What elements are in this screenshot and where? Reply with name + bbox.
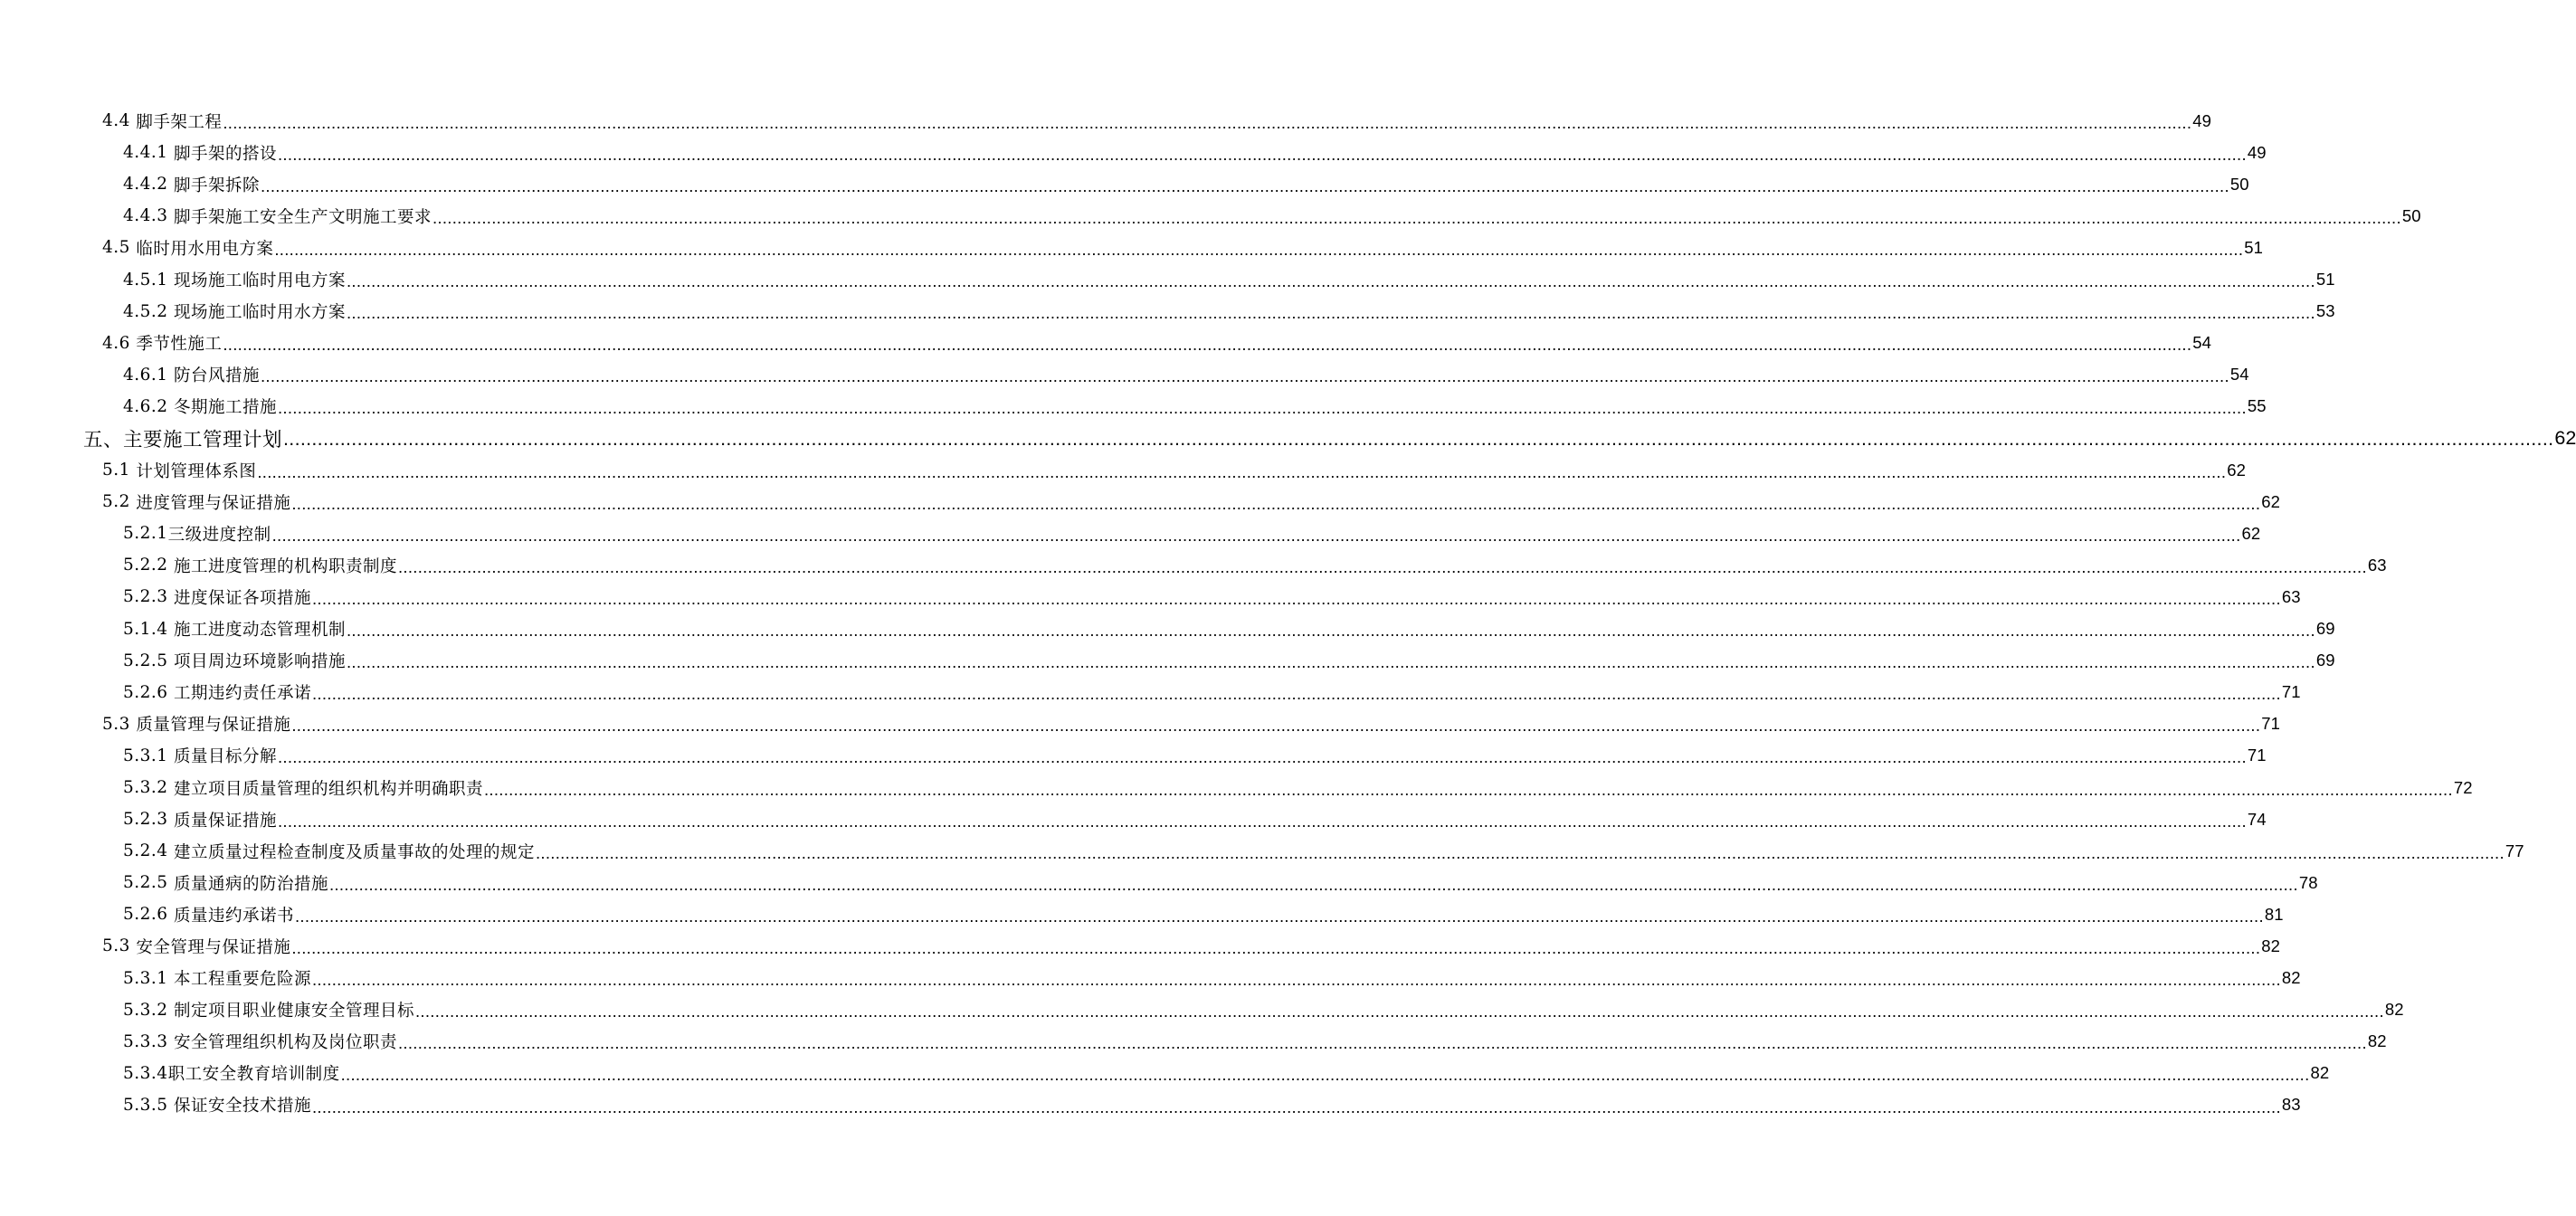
- toc-entry-number: 4.4: [102, 111, 137, 131]
- toc-entry-page-number: 51: [2315, 270, 2335, 290]
- toc-entry-page-number: 50: [2401, 205, 2421, 225]
- toc-entry-title: 建立质量过程检查制度及质量事故的处理的规定: [173, 842, 535, 862]
- toc-entry-title: 建立项目质量管理的组织机构并明确职责: [173, 779, 483, 799]
- toc-entry-page-number: 82: [2281, 968, 2301, 988]
- toc-entry[interactable]: [0, 359, 2249, 391]
- toc-entry-page-number: 54: [2192, 333, 2211, 353]
- toc-entry[interactable]: [0, 898, 2284, 930]
- toc-entry-title: 临时用水用电方案: [136, 239, 274, 259]
- toc-entry[interactable]: [0, 708, 2280, 740]
- toc-entry-page-number: 82: [2367, 1031, 2387, 1051]
- toc-entry-page-number: 54: [2229, 365, 2249, 385]
- toc-entry[interactable]: [0, 867, 2318, 898]
- toc-entry-page-number: 53: [2315, 301, 2335, 321]
- toc-entry-page-number: 62: [2241, 523, 2261, 543]
- toc-entry-number: 5.2.6: [123, 682, 174, 702]
- toc-dot-leader: ................................................................................................................................................................................................................................................................................................................................................................................................................: [291, 493, 2261, 513]
- toc-entry-number: 5.3.4: [123, 1063, 168, 1083]
- toc-dot-leader: ................................................................................................................................................................................................................................................................................................................................................................................................................: [311, 1097, 2281, 1116]
- toc-entry-number: 4.6.1: [123, 365, 174, 385]
- toc-dot-leader: ................................................................................................................................................................................................................................................................................................................................................................................................................: [535, 842, 2505, 862]
- toc-dot-leader: ................................................................................................................................................................................................................................................................................................................................................................................................................: [291, 938, 2261, 958]
- toc-entry-number: 4.6: [102, 333, 137, 353]
- toc-entry-page-number: 82: [2384, 1000, 2404, 1020]
- toc-entry[interactable]: [0, 105, 2211, 137]
- toc-entry-title: 脚手架拆除: [173, 176, 260, 195]
- toc-dot-leader: ................................................................................................................................................................................................................................................................................................................................................................................................................: [346, 303, 2315, 323]
- toc-entry-number: 4.4.1: [123, 143, 174, 163]
- toc-entry-number: 5.2.5: [123, 651, 174, 670]
- toc-entry-title: 主要施工管理计划: [123, 428, 283, 451]
- toc-entry[interactable]: [0, 772, 2473, 803]
- toc-entry-title: 质量保证措施: [173, 811, 277, 831]
- toc-entry-page-number: 69: [2315, 619, 2335, 639]
- toc-dot-leader: ................................................................................................................................................................................................................................................................................................................................................................................................................: [223, 335, 2192, 355]
- toc-entry-page-number: 62: [2554, 426, 2576, 449]
- toc-entry-number: 5.3: [102, 936, 137, 956]
- toc-entry-title: 施工进度管理的机构职责制度: [173, 556, 397, 576]
- toc-entry[interactable]: [0, 613, 2335, 645]
- toc-entry-page-number: 77: [2505, 841, 2524, 860]
- toc-entry-page-number: 55: [2247, 396, 2267, 416]
- toc-dot-leader: ................................................................................................................................................................................................................................................................................................................................................................................................................: [260, 176, 2229, 195]
- toc-entry-number: 5.2.5: [123, 873, 174, 893]
- toc-entry[interactable]: [0, 423, 2576, 454]
- toc-entry-page-number: 71: [2261, 714, 2280, 734]
- toc-entry-title: 进度保证各项措施: [173, 588, 311, 608]
- toc-dot-leader: ................................................................................................................................................................................................................................................................................................................................................................................................................: [414, 1002, 2384, 1021]
- toc-entry-page-number: 49: [2192, 110, 2211, 130]
- toc-dot-leader: ................................................................................................................................................................................................................................................................................................................................................................................................................: [294, 906, 2264, 926]
- toc-dot-leader: ................................................................................................................................................................................................................................................................................................................................................................................................................: [346, 621, 2315, 641]
- toc-entry-title: 冬期施工措施: [173, 398, 277, 418]
- table-of-contents: [0, 105, 2576, 1121]
- toc-dot-leader: ................................................................................................................................................................................................................................................................................................................................................................................................................: [260, 366, 2229, 386]
- toc-entry-number: 4.5.1: [123, 270, 174, 290]
- toc-entry-number: 5.3.3: [123, 1031, 174, 1051]
- toc-entry-title: 现场施工临时用电方案: [173, 271, 346, 291]
- toc-entry-title: 保证安全技术措施: [173, 1097, 311, 1116]
- toc-entry[interactable]: [0, 963, 2301, 994]
- toc-entry-page-number: 62: [2261, 491, 2280, 511]
- toc-dot-leader: ................................................................................................................................................................................................................................................................................................................................................................................................................: [311, 589, 2281, 608]
- toc-entry-page-number: 78: [2298, 872, 2318, 892]
- toc-entry-page-number: 50: [2229, 174, 2249, 194]
- toc-entry[interactable]: [0, 1089, 2301, 1121]
- toc-entry-title: 计划管理体系图: [136, 461, 257, 481]
- toc-entry-title: 三级进度控制: [167, 525, 271, 545]
- toc-entry[interactable]: [0, 518, 2261, 549]
- toc-dot-leader: ................................................................................................................................................................................................................................................................................................................................................................................................................: [257, 461, 2227, 481]
- toc-entry[interactable]: [0, 994, 2404, 1026]
- toc-entry-number: 5.2: [102, 492, 137, 512]
- toc-entry-page-number: 81: [2264, 904, 2284, 924]
- toc-dot-leader: ................................................................................................................................................................................................................................................................................................................................................................................................................: [277, 144, 2247, 164]
- toc-entry-title: 质量管理与保证措施: [136, 716, 291, 736]
- toc-entry-title: 质量目标分解: [173, 747, 277, 767]
- toc-entry-title: 质量违约承诺书: [173, 906, 294, 926]
- toc-entry[interactable]: [0, 803, 2267, 835]
- toc-entry[interactable]: [0, 740, 2267, 772]
- toc-entry-number: 5.2.3: [123, 587, 174, 607]
- toc-entry-page-number: 71: [2247, 746, 2267, 765]
- toc-entry-number: 5.3.5: [123, 1095, 174, 1115]
- toc-dot-leader: ................................................................................................................................................................................................................................................................................................................................................................................................................: [311, 970, 2281, 990]
- toc-entry-number: 5.2.1: [123, 524, 168, 544]
- toc-entry[interactable]: [0, 549, 2387, 581]
- toc-dot-leader: ................................................................................................................................................................................................................................................................................................................................................................................................................: [277, 398, 2247, 418]
- toc-entry-page-number: 51: [2244, 237, 2263, 257]
- toc-entry[interactable]: [0, 835, 2524, 867]
- toc-entry[interactable]: [0, 391, 2267, 423]
- toc-entry[interactable]: [0, 581, 2301, 613]
- toc-dot-leader: ................................................................................................................................................................................................................................................................................................................................................................................................................: [340, 1065, 2310, 1085]
- toc-entry-title: 脚手架施工安全生产文明施工要求: [173, 207, 432, 227]
- toc-entry[interactable]: [0, 645, 2335, 677]
- toc-entry[interactable]: [0, 454, 2246, 486]
- toc-entry-page-number: 63: [2367, 555, 2387, 575]
- toc-entry-title: 制定项目职业健康安全管理目标: [173, 1002, 414, 1021]
- toc-entry-page-number: 83: [2281, 1095, 2301, 1115]
- toc-entry-title: 项目周边环境影响措施: [173, 652, 346, 672]
- toc-entry-number: 5.2.2: [123, 556, 174, 575]
- toc-dot-leader: ................................................................................................................................................................................................................................................................................................................................................................................................................: [483, 779, 2453, 799]
- toc-entry-number: 5.3: [102, 714, 137, 734]
- toc-entry-title: 职工安全教育培训制度: [167, 1065, 340, 1085]
- toc-entry-title: 工期违约责任承诺: [173, 684, 311, 704]
- toc-dot-leader: ................................................................................................................................................................................................................................................................................................................................................................................................................: [277, 811, 2247, 831]
- toc-entry[interactable]: [0, 677, 2301, 708]
- toc-entry-number: 5.1.4: [123, 619, 174, 639]
- toc-entry-page-number: 71: [2281, 682, 2301, 702]
- toc-entry-number: 4.4.2: [123, 175, 174, 195]
- toc-entry-page-number: 82: [2310, 1063, 2330, 1083]
- toc-entry-title: 现场施工临时用水方案: [173, 303, 346, 323]
- toc-entry[interactable]: [0, 328, 2211, 359]
- toc-entry-title: 季节性施工: [136, 335, 223, 355]
- toc-dot-leader: ................................................................................................................................................................................................................................................................................................................................................................................................................: [432, 207, 2401, 227]
- toc-dot-leader: ................................................................................................................................................................................................................................................................................................................................................................................................................: [346, 271, 2315, 291]
- toc-entry-page-number: 49: [2247, 142, 2267, 162]
- toc-dot-leader: ................................................................................................................................................................................................................................................................................................................................................................................................................: [223, 112, 2192, 132]
- toc-entry[interactable]: [0, 1058, 2330, 1089]
- toc-entry-page-number: 63: [2281, 586, 2301, 606]
- toc-entry[interactable]: [0, 263, 2335, 295]
- toc-entry[interactable]: [0, 1026, 2387, 1058]
- toc-entry[interactable]: [0, 296, 2335, 328]
- toc-entry[interactable]: [0, 137, 2267, 168]
- toc-entry[interactable]: [0, 168, 2249, 200]
- toc-entry-title: 安全管理与保证措施: [136, 937, 291, 957]
- toc-dot-leader: ................................................................................................................................................................................................................................................................................................................................................................................................................: [283, 427, 2554, 450]
- toc-entry-number: 5.3.1: [123, 746, 174, 765]
- toc-entry-page-number: 74: [2247, 809, 2267, 829]
- toc-entry-number: 4.5.2: [123, 301, 174, 321]
- toc-entry-title: 进度管理与保证措施: [136, 493, 291, 513]
- toc-entry-title: 安全管理组织机构及岗位职责: [173, 1033, 397, 1053]
- toc-dot-leader: ................................................................................................................................................................................................................................................................................................................................................................................................................: [328, 874, 2298, 894]
- toc-entry-number: 5.1: [102, 461, 137, 480]
- toc-entry[interactable]: [0, 200, 2421, 232]
- toc-entry-number: 五、: [83, 428, 124, 451]
- toc-entry-page-number: 62: [2227, 460, 2246, 480]
- toc-entry-number: 5.2.3: [123, 810, 174, 830]
- toc-entry-number: 4.6.2: [123, 396, 174, 416]
- toc-entry-title: 脚手架工程: [136, 112, 223, 132]
- toc-entry[interactable]: [0, 930, 2280, 962]
- toc-entry-number: 4.4.3: [123, 206, 174, 226]
- toc-entry-number: 5.2.6: [123, 905, 174, 925]
- toc-entry-page-number: 82: [2261, 936, 2280, 955]
- toc-dot-leader: ................................................................................................................................................................................................................................................................................................................................................................................................................: [397, 1033, 2367, 1053]
- toc-dot-leader: ................................................................................................................................................................................................................................................................................................................................................................................................................: [291, 716, 2261, 736]
- toc-entry-number: 5.3.1: [123, 968, 174, 988]
- toc-dot-leader: ................................................................................................................................................................................................................................................................................................................................................................................................................: [346, 652, 2315, 672]
- toc-entry-number: 5.3.2: [123, 1000, 174, 1020]
- toc-entry-page-number: 69: [2315, 651, 2335, 670]
- toc-entry-number: 4.5: [102, 238, 137, 258]
- toc-entry-title: 本工程重要危险源: [173, 970, 311, 990]
- toc-entry-number: 5.2.4: [123, 841, 174, 861]
- toc-entry-title: 脚手架的搭设: [173, 144, 277, 164]
- toc-dot-leader: ................................................................................................................................................................................................................................................................................................................................................................................................................: [271, 525, 2241, 545]
- toc-dot-leader: ................................................................................................................................................................................................................................................................................................................................................................................................................: [397, 556, 2367, 576]
- toc-entry[interactable]: [0, 232, 2263, 263]
- toc-dot-leader: ................................................................................................................................................................................................................................................................................................................................................................................................................: [274, 239, 2244, 259]
- toc-dot-leader: ................................................................................................................................................................................................................................................................................................................................................................................................................: [311, 684, 2281, 704]
- toc-entry-title: 质量通病的防治措施: [173, 874, 328, 894]
- toc-entry-page-number: 72: [2453, 777, 2473, 797]
- toc-entry-number: 5.3.2: [123, 778, 174, 798]
- toc-entry-title: 施工进度动态管理机制: [173, 621, 346, 641]
- toc-dot-leader: ................................................................................................................................................................................................................................................................................................................................................................................................................: [277, 747, 2247, 767]
- toc-entry[interactable]: [0, 486, 2280, 518]
- toc-entry-title: 防台风措施: [173, 366, 260, 386]
